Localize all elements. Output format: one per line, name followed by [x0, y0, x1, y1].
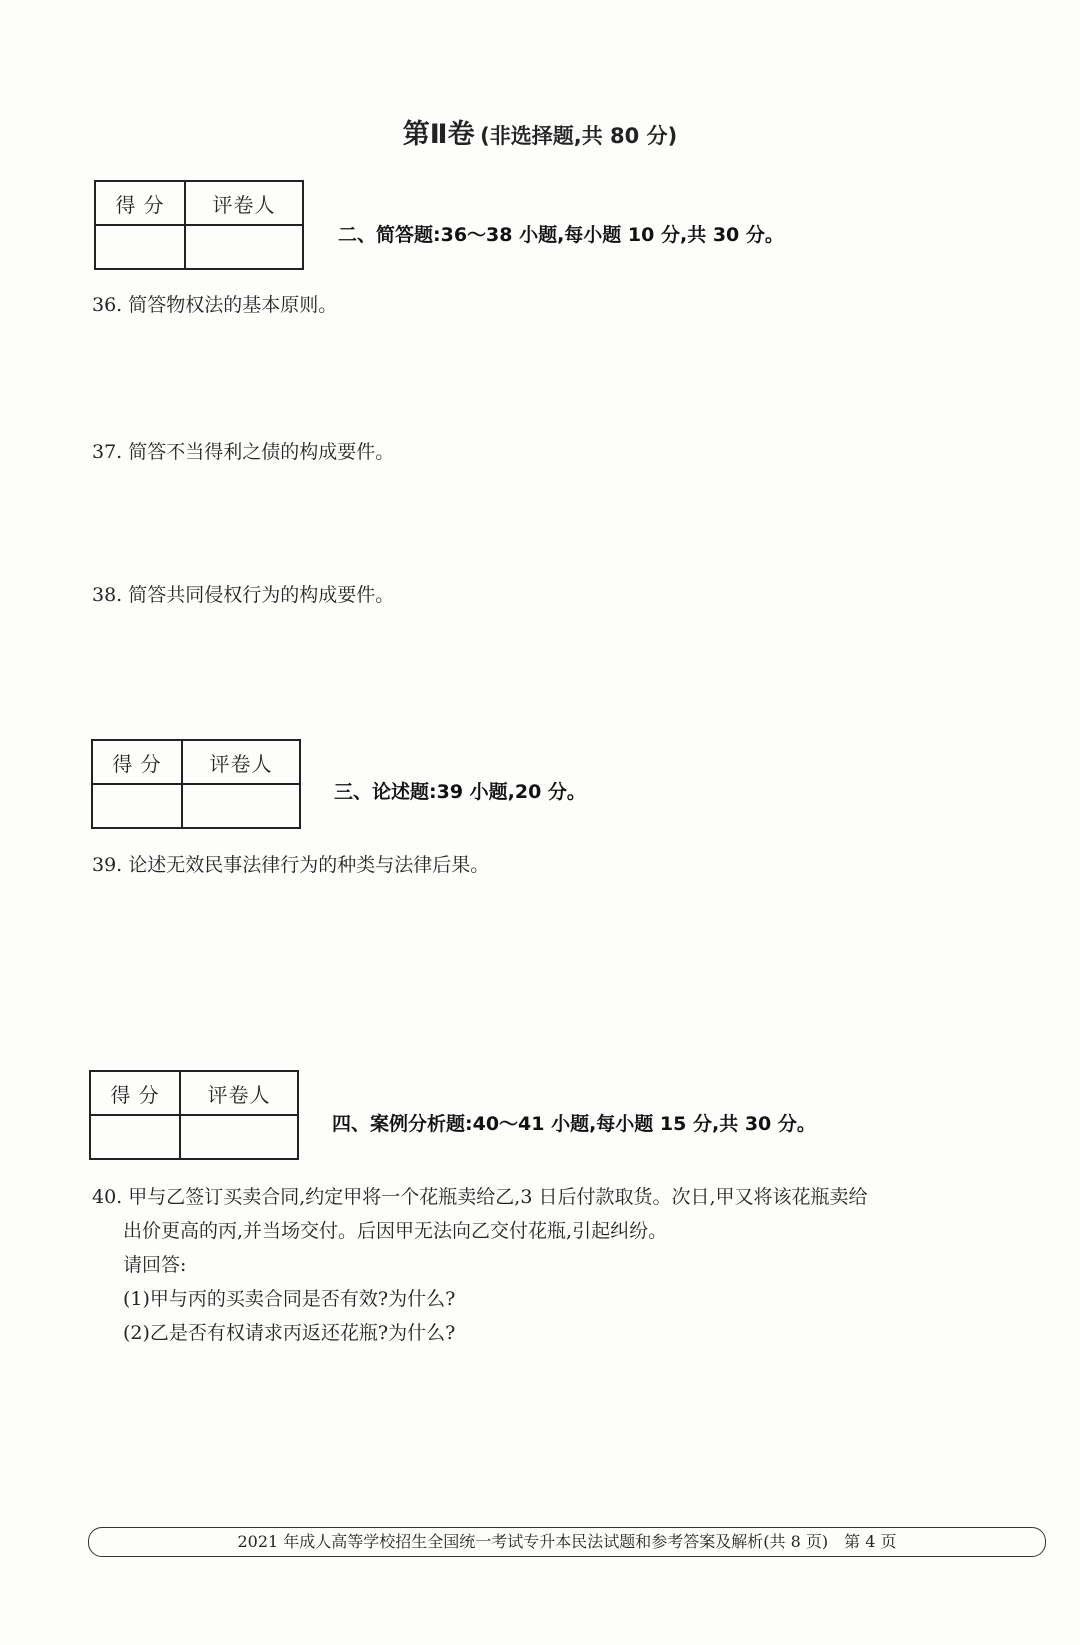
score-box-section-4: [89, 1070, 299, 1160]
part-title-sub: (非选择题,共 80 分): [480, 124, 678, 148]
grader-label: 评卷人: [212, 192, 276, 217]
score-label: 得 分: [115, 192, 165, 217]
score-label-cell: [95, 181, 185, 225]
question-38: 38. 简答共同侵权行为的构成要件。: [92, 584, 395, 606]
grader-label-cell: [180, 1071, 298, 1115]
grader-label: 评卷人: [209, 751, 273, 776]
section-heading-3: 三、论述题:39 小题,20 分。: [334, 781, 586, 803]
question-40-line-2: 出价更高的丙,并当场交付。后因甲无法向乙交付花瓶,引起纠纷。: [123, 1220, 668, 1242]
score-entry-cell[interactable]: [92, 784, 182, 828]
score-label-cell: [92, 740, 182, 784]
score-entry-cell[interactable]: [90, 1115, 180, 1159]
grader-label-cell: [182, 740, 300, 784]
score-box-section-2: [94, 180, 304, 270]
question-37: 37. 简答不当得利之债的构成要件。: [92, 441, 395, 463]
grader-entry-cell[interactable]: [182, 784, 300, 828]
part-title-main: 第Ⅱ卷: [402, 119, 475, 150]
score-label-cell: [90, 1071, 180, 1115]
grader-label-cell: [185, 181, 303, 225]
question-40-prompt: 请回答:: [123, 1254, 187, 1276]
score-box-section-3: [91, 739, 301, 829]
score-label: 得 分: [112, 751, 162, 776]
grader-entry-cell[interactable]: [180, 1115, 298, 1159]
page-footer: 2021 年成人高等学校招生全国统一考试专升本民法试题和参考答案及解析(共 8 页) 第 4 页: [88, 1527, 1046, 1557]
question-40-line-1: 40. 甲与乙签订买卖合同,约定甲将一个花瓶卖给乙,3 日后付款取货。次日,甲又将该花瓶卖给: [92, 1186, 868, 1208]
question-40: [92, 1180, 1052, 1350]
score-label: 得 分: [110, 1082, 160, 1107]
grader-entry-cell[interactable]: [185, 225, 303, 269]
question-36: 36. 简答物权法的基本原则。: [92, 294, 338, 316]
part-title: [0, 112, 1080, 151]
question-40-sub-2: (2)乙是否有权请求丙返还花瓶?为什么?: [123, 1322, 456, 1344]
score-entry-cell[interactable]: [95, 225, 185, 269]
section-heading-4: 四、案例分析题:40～41 小题,每小题 15 分,共 30 分。: [332, 1113, 816, 1135]
question-39: 39. 论述无效民事法律行为的种类与法律后果。: [92, 854, 490, 876]
section-heading-2: 二、简答题:36～38 小题,每小题 10 分,共 30 分。: [338, 224, 784, 246]
grader-label: 评卷人: [207, 1082, 271, 1107]
question-40-sub-1: (1)甲与丙的买卖合同是否有效?为什么?: [123, 1288, 456, 1310]
